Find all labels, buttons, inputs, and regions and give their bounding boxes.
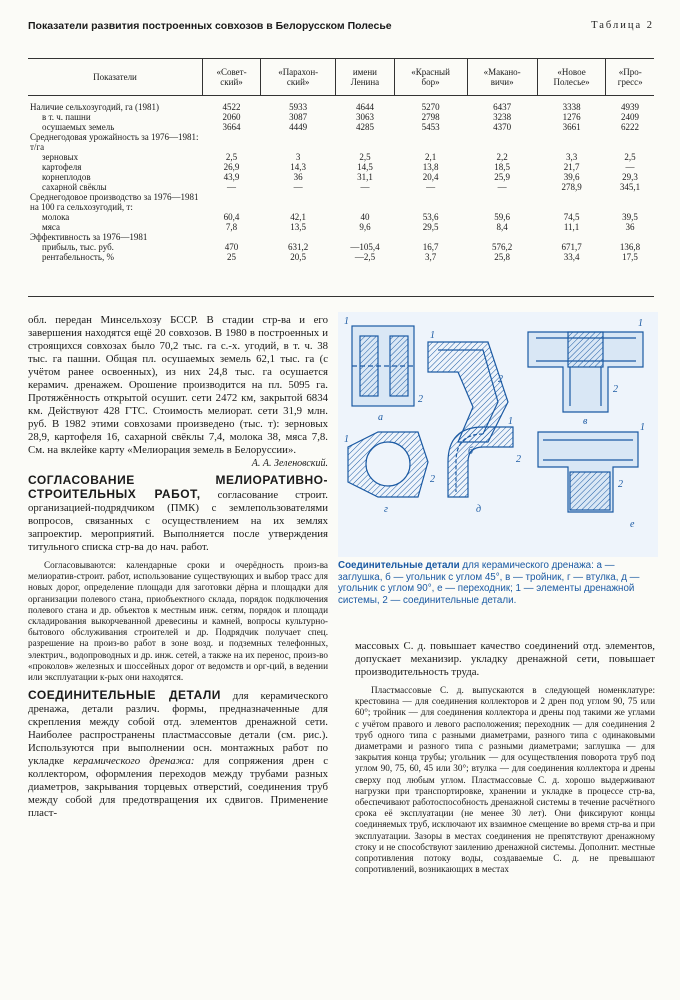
table-cell: 18,5 bbox=[494, 162, 511, 172]
table-cell: 36 bbox=[293, 172, 303, 182]
label-e: е bbox=[630, 519, 635, 530]
row-label: осушаемых земель bbox=[42, 122, 115, 132]
article-emphasis: керамического дренажа: bbox=[73, 755, 195, 768]
table-row bbox=[28, 252, 654, 262]
table-cell bbox=[261, 132, 336, 152]
table-cell: 4522 bbox=[222, 102, 241, 112]
label-1: 1 bbox=[640, 422, 645, 433]
table-row bbox=[28, 182, 654, 192]
label-2: 2 bbox=[613, 384, 618, 395]
label-2: 2 bbox=[430, 474, 435, 485]
table-cell: 3238 bbox=[493, 112, 512, 122]
caption-text: для керамического дренажа: а — заглушка, б — угольник с углом 45°, в — тройник, г — втулка, д — угольник с углом 90°, е — переходник; 1 — элементы дренажной системы, 2 — соединительные детали. bbox=[338, 560, 640, 606]
column-header-sovkhoz: «Красный бор» bbox=[394, 59, 467, 96]
table-row bbox=[28, 232, 654, 242]
table-row bbox=[28, 212, 654, 222]
table-cell: 14,3 bbox=[290, 162, 307, 172]
column-header: Показатели bbox=[28, 59, 203, 96]
table-cell: —2,5 bbox=[354, 252, 376, 262]
table-cell: 31,1 bbox=[357, 172, 373, 182]
table-cell: 42,1 bbox=[290, 212, 307, 222]
article-text: согласование строит. организацией-подрядчиком (ПМК) с землепользователями вопросов, связанных с осуществлением на их землях запроектир. мероприятий. Выполняется после утверждения титульного списка стр-ва до нач. работ. bbox=[28, 489, 329, 553]
table-row bbox=[28, 222, 654, 232]
table-cell: 2,5 bbox=[624, 152, 636, 162]
table-cell: 26,9 bbox=[223, 162, 240, 172]
table-cell bbox=[261, 192, 336, 212]
table-bottom-rule bbox=[28, 296, 654, 297]
label-1: 1 bbox=[508, 416, 513, 427]
label-1: 1 bbox=[344, 434, 349, 445]
label-d: д bbox=[476, 504, 482, 515]
table-cell: 5270 bbox=[421, 102, 440, 112]
row-label: Среднегодовое производство за 1976—1981 на 100 га сельхозугодий, т: bbox=[30, 192, 199, 212]
table-cell: 43,9 bbox=[223, 172, 240, 182]
table-cell: 278,9 bbox=[561, 182, 582, 192]
column-header-sovkhoz: «Совет- ский» bbox=[203, 59, 261, 96]
row-label: рентабельность, % bbox=[42, 252, 114, 262]
paragraph: обл. передан Минсельхозу БССР. В стадии стр-ва и его завершения находятся ещё 20 совхозов. В 1980 в построенных и строящихся совхозах было 70,2 тыс. га с.-х. угодий, в т. ч. 38 тыс. га пашни. Общая пл. осушаемых земель 62,1 тыс. га (с учётом ранее освоенных), из них 24,8 тыс. га осушается керамич. дренажем. Орошение производится на пл. 5095 га. Протяжённость открытой осушит. сети 2472 км, закрытой 6834 км. Действуют 428 ГТС. Стоимость мелиорат. сети 31,9 млн. руб. В 1982 этими совхозами произведено (тыс. т): зерновых 28,9, картофеля 16, сахарной свёклы 7,4, молока 38, мяса 7,8. См. на вклейке карту «Мелиорация земель в Белоруссии». bbox=[28, 314, 328, 456]
table-cell: 13,8 bbox=[422, 162, 439, 172]
label-v: в bbox=[583, 416, 588, 427]
table-cell: — bbox=[360, 182, 370, 192]
table-title: Показатели развития построенных совхозов в Белорусском Полесье bbox=[28, 20, 392, 32]
table-cell: 3664 bbox=[222, 122, 241, 132]
table-cell: 39,6 bbox=[563, 172, 580, 182]
row-label: мяса bbox=[42, 222, 60, 232]
table-cell: 13,5 bbox=[290, 222, 307, 232]
table-cell: 2,5 bbox=[225, 152, 238, 162]
table-cell: 21,7 bbox=[563, 162, 580, 172]
table-cell: 7,8 bbox=[225, 222, 238, 232]
label-1: 1 bbox=[638, 318, 643, 329]
table-body bbox=[28, 96, 654, 263]
table-cell: 16,7 bbox=[422, 242, 439, 252]
label-g: г bbox=[384, 504, 388, 515]
table-cell: —105,4 bbox=[350, 242, 380, 252]
table-cell: 3 bbox=[295, 152, 301, 162]
article-heading: СОГЛАСОВАНИЕ МЕЛИОРАТИВНО-СТРОИТЕЛЬНЫХ РАБОТ, bbox=[28, 473, 328, 501]
table-cell: 25,9 bbox=[494, 172, 511, 182]
table-cell: 2409 bbox=[620, 112, 639, 122]
table-cell: — bbox=[426, 182, 436, 192]
table-cell: 59,6 bbox=[494, 212, 511, 222]
table-cell: 2,5 bbox=[359, 152, 371, 162]
table-cell bbox=[261, 232, 336, 242]
table-cell: 576,2 bbox=[492, 242, 513, 252]
label-1: 1 bbox=[344, 316, 349, 327]
article-heading: СОЕДИНИТЕЛЬНЫЕ ДЕТАЛИ bbox=[28, 688, 221, 703]
table-cell bbox=[606, 132, 654, 152]
table-cell: 470 bbox=[224, 242, 239, 252]
table-cell: 3,3 bbox=[565, 152, 578, 162]
column-header-sovkhoz: имени Ленина bbox=[336, 59, 394, 96]
row-label: зерновых bbox=[42, 152, 79, 162]
table-cell: 60,4 bbox=[223, 212, 240, 222]
table-cell bbox=[336, 132, 394, 152]
article-soedinitelnye bbox=[28, 689, 328, 820]
table-cell: — bbox=[293, 182, 303, 192]
table-cell: 345,1 bbox=[619, 182, 641, 192]
table-cell: 4449 bbox=[289, 122, 308, 132]
table-cell: 2798 bbox=[421, 112, 440, 122]
table-cell: 20,4 bbox=[422, 172, 439, 182]
table-cell: 11,1 bbox=[563, 222, 580, 232]
table-cell: 4644 bbox=[355, 102, 374, 112]
table-row bbox=[28, 96, 654, 113]
author-signature: А. А. Зеленовский. bbox=[251, 458, 328, 469]
table-cell: 29,5 bbox=[422, 222, 439, 232]
table-row bbox=[28, 192, 654, 212]
table-cell bbox=[606, 192, 654, 212]
table-cell bbox=[537, 192, 606, 212]
table-row bbox=[28, 172, 654, 182]
table-row bbox=[28, 162, 654, 172]
table-cell: 14,5 bbox=[357, 162, 373, 172]
table-cell: 20,5 bbox=[290, 252, 307, 262]
table-cell: 1276 bbox=[562, 112, 581, 122]
table-cell: 3661 bbox=[562, 122, 581, 132]
table-cell: 40 bbox=[360, 212, 370, 222]
table-cell bbox=[203, 232, 261, 242]
table-cell: 4939 bbox=[620, 102, 639, 112]
table-cell: 25 bbox=[227, 252, 237, 262]
article-soglasovanie bbox=[28, 474, 328, 554]
figure-caption bbox=[338, 560, 658, 606]
label-2: 2 bbox=[516, 454, 521, 465]
label-2: 2 bbox=[418, 394, 423, 405]
table-cell: 6222 bbox=[620, 122, 639, 132]
table-cell bbox=[467, 232, 537, 242]
fittings-drawing bbox=[338, 312, 658, 557]
row-label: Наличие сельхозугодий, га (1981) bbox=[30, 102, 160, 112]
indicators-table bbox=[28, 58, 654, 262]
article-small-text: Согласовываются: календарные сроки и очерёдность произ-ва мелиоратив-строит. работ, использование существующих и выбор трасс для новых дорог, определение площади для заготовки дёрна и площадки для организации полевого стана, приобъектного склада, порядок подключения полевого стана и др. объектов к местным инж. сетям, порядок и площади складирования выкорчеванной древесины и камней, вопросы культурно-бытового обслуживания строителей и др. Подрядчик получает спец. разрешение на произ-во работ в зоне возд. и подземных телефонных, электрич., водопроводных и др. инж. сетей, а также на их перенос, произ-во «проколов» железных и шоссейных дорог от ведомств и орг-ций, в ведении или эксплуатации к-рых они находятся. bbox=[28, 560, 328, 683]
table-cell: 5933 bbox=[289, 102, 308, 112]
column-header-sovkhoz: «Новое Полесье» bbox=[537, 59, 606, 96]
table-cell bbox=[336, 232, 394, 242]
table-row bbox=[28, 112, 654, 122]
article-text: для керамического дренажа, детали различ. формы, предназначенные для скрепления между собой отд. элементов дренажной сети. Наиболее распространены пластмассовые детали (см. рис.). Используются при выполнении осн. монтажных работ по укладке bbox=[28, 690, 328, 768]
table-cell: 3,7 bbox=[424, 252, 437, 262]
row-label: прибыль, тыс. руб. bbox=[42, 242, 114, 252]
fitting-elbow-90 bbox=[448, 427, 513, 497]
table-cell: 6437 bbox=[493, 102, 512, 112]
label-1: 1 bbox=[430, 330, 435, 341]
table-cell: 3063 bbox=[355, 112, 374, 122]
table-row bbox=[28, 132, 654, 152]
table-cell: 25,8 bbox=[494, 252, 511, 262]
table-cell: 29,3 bbox=[622, 172, 638, 182]
row-label: молока bbox=[42, 212, 70, 222]
table-cell bbox=[537, 132, 606, 152]
table-cell: 2,1 bbox=[424, 152, 437, 162]
paragraph: массовых С. д. повышает качество соединений отд. элементов, допускает механизир. укладку дренажной сети, повышает производительность труда. bbox=[355, 640, 655, 678]
table-cell: 671,7 bbox=[561, 242, 582, 252]
row-label: Среднегодовая урожайность за 1976—1981: т/га bbox=[30, 132, 199, 152]
table-cell: 631,2 bbox=[288, 242, 309, 252]
table-cell: 74,5 bbox=[563, 212, 580, 222]
column-header-sovkhoz: «Про- гресс» bbox=[606, 59, 654, 96]
table-cell bbox=[467, 132, 537, 152]
label-a: а bbox=[378, 412, 383, 423]
table-cell: 39,5 bbox=[622, 212, 638, 222]
table-cell bbox=[467, 192, 537, 212]
table-cell: — bbox=[497, 182, 507, 192]
table-cell bbox=[203, 192, 261, 212]
table-cell bbox=[394, 132, 467, 152]
table-cell bbox=[606, 232, 654, 242]
right-column bbox=[355, 640, 655, 875]
paragraph-small: Пластмассовые С. д. выпускаются в следующей номенклатуре: крестовина — для соединения коллекторов и 2 дрен под углом 90, 75 или 60°; тройник — для соединения коллектора и дрены под такими же углами с учётом правого и левого расположения; переходник — для соединения 2 труб одного типа с разными диаметрами, разного типа с одинаковыми диаметрами и разного типа с разными диаметрами; заглушка — для закрытия конца трубы; угольник — для осуществления поворота труб под углом 90, 75, 60, 45 или 30°; втулка — для соединения коллектора и дрены сверху под любым углом. Пластмассовые С. д. хорошо выдерживают нагрузки при транспортировке, хранении и укладке в процессе стр-ва, обеспечивают работоспособность дренажной системы в течение расчётного срока её эксплуатации (не менее 30 лет). Они фиксируют концы соединяемых труб, исключают их взаимное смещение во время стр-ва и при эксплуатации. Зазоры в местах соединения не препятствуют дренажному стоку и не способствуют заилению дренажной системы. Дополнит. местные сопротивления потоку воды, создаваемые С. д. не превышают сопротивлений, возникающих в местах bbox=[355, 685, 655, 875]
caption-title: Соединительные детали bbox=[338, 560, 460, 571]
article-text-cont: для сопряжения дрен с коллектором, оформления переходов между трубами разных диаметров, закрывания торцевых отверстий, соединения труб между собой для предотвращения их сдвигов. Применение пласт- bbox=[28, 755, 329, 820]
table-cell: 36 bbox=[625, 222, 635, 232]
row-label: в т. ч. пашни bbox=[42, 112, 91, 122]
table-cell: — bbox=[625, 162, 635, 172]
table-cell bbox=[203, 132, 261, 152]
label-2: 2 bbox=[618, 479, 623, 490]
table-cell: 9,6 bbox=[359, 222, 371, 232]
table-cell: 8,4 bbox=[496, 222, 508, 232]
table-cell bbox=[394, 192, 467, 212]
table-cell: 17,5 bbox=[622, 252, 638, 262]
table-row bbox=[28, 152, 654, 162]
table-head-row bbox=[28, 59, 654, 96]
table-cell: 5453 bbox=[421, 122, 440, 132]
table-cell: 3087 bbox=[289, 112, 308, 122]
table-cell bbox=[336, 192, 394, 212]
label-b: б bbox=[468, 446, 474, 457]
table-cell: 3338 bbox=[562, 102, 581, 112]
column-header-sovkhoz: «Макано- вичи» bbox=[467, 59, 537, 96]
table-cell bbox=[537, 232, 606, 242]
table-cell: 2,2 bbox=[496, 152, 508, 162]
row-label: Эффективность за 1976—1981 bbox=[30, 232, 148, 242]
table-cell: 4370 bbox=[493, 122, 512, 132]
table-cell: 136,8 bbox=[619, 242, 641, 252]
table-cell bbox=[394, 232, 467, 242]
row-label: сахарной свёклы bbox=[42, 182, 107, 192]
column-header-sovkhoz: «Парахон- ский» bbox=[261, 59, 336, 96]
row-label: корнеплодов bbox=[42, 172, 91, 182]
table-number: Таблица 2 bbox=[591, 20, 654, 31]
table-row bbox=[28, 122, 654, 132]
label-2: 2 bbox=[498, 374, 503, 385]
table-header bbox=[28, 20, 654, 36]
table-cell: — bbox=[227, 182, 237, 192]
row-label: картофеля bbox=[42, 162, 82, 172]
table-cell: 33,4 bbox=[563, 252, 580, 262]
left-column bbox=[28, 314, 328, 820]
table-cell: 4285 bbox=[355, 122, 374, 132]
table-cell: 53,6 bbox=[422, 212, 439, 222]
table-row bbox=[28, 242, 654, 252]
table-cell: 2060 bbox=[222, 112, 241, 122]
drainage-fittings-figure bbox=[338, 312, 658, 557]
